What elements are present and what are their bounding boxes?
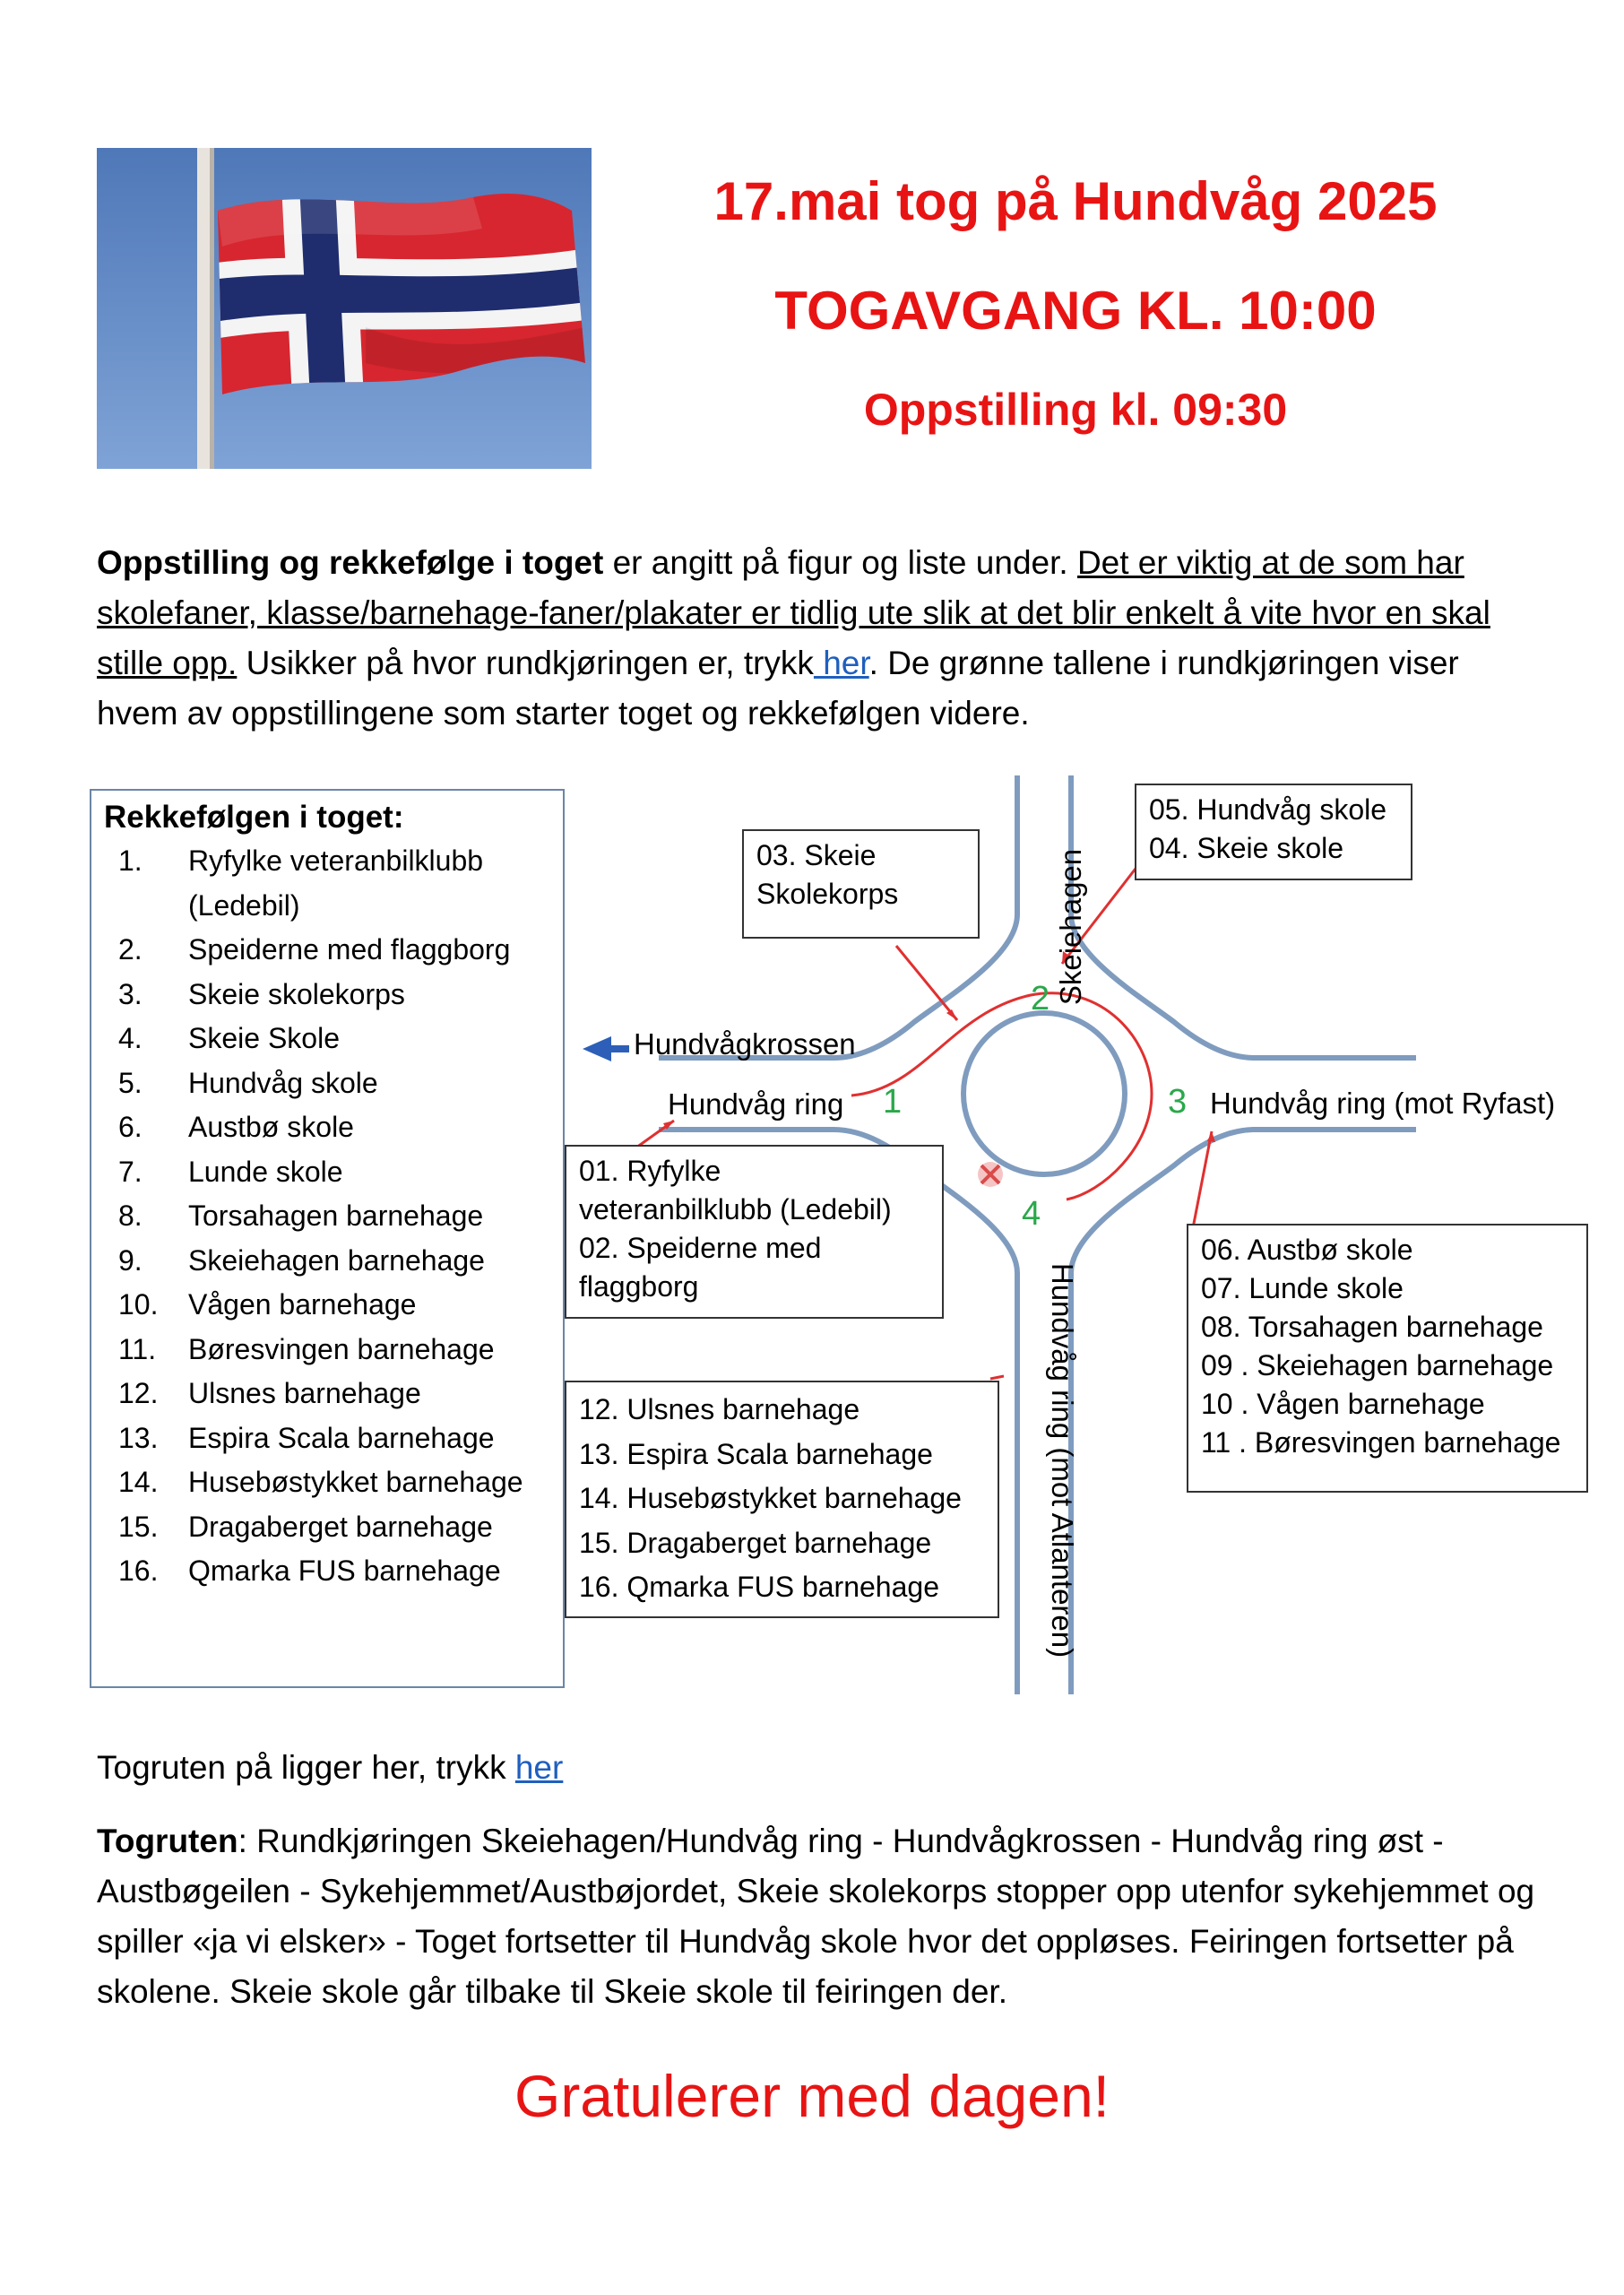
order-number: 9. — [118, 1243, 143, 1277]
order-number: 3. — [118, 977, 143, 1010]
order-name: Qmarka FUS barnehage — [188, 1555, 501, 1587]
blocked-marker — [978, 1162, 1003, 1187]
callout-line: 09 . Skeiehagen barnehage — [1201, 1349, 1554, 1381]
lineup-time: Oppstilling kl. 09:30 — [863, 385, 1288, 435]
route-label: Togruten — [97, 1823, 238, 1859]
intro-text-2: Usikker på hvor rundkjøringen er, trykk — [237, 645, 814, 681]
intro-bold: Oppstilling og rekkefølge i toget — [97, 544, 604, 581]
intro-paragraph — [97, 538, 1531, 739]
callout-line: 16. Qmarka FUS barnehage — [579, 1571, 939, 1603]
callout-line: 05. Hundvåg skole — [1149, 793, 1387, 826]
road-label-south: Hundvåg ring (mot Atlanteren) — [1046, 1262, 1079, 1658]
order-number: 11. — [118, 1332, 157, 1365]
direction-label-hundvagkrossen: Hundvågkrossen — [634, 1027, 856, 1061]
green-number-2: 2 — [1031, 980, 1050, 1018]
callout-line: 10 . Vågen barnehage — [1201, 1388, 1485, 1420]
arrow-ulsnes — [990, 1376, 1004, 1379]
callout-line: 15. Dragaberget barnehage — [579, 1526, 932, 1559]
green-number-3: 3 — [1168, 1083, 1188, 1121]
order-number: 4. — [118, 1022, 143, 1054]
callout-skoler — [1135, 784, 1412, 880]
road-label-north: Skeiehagen — [1054, 848, 1087, 1006]
order-name: Ryfylke veteranbilklubb — [188, 844, 484, 877]
west-arrow-shaft — [609, 1045, 629, 1052]
departure-time: TOGAVGANG KL. 10:00 — [774, 281, 1377, 341]
order-name: Skeiehagen barnehage — [188, 1243, 485, 1277]
norwegian-flag-image — [97, 148, 592, 469]
order-number: 13. — [118, 1421, 159, 1454]
order-name: Vågen barnehage — [188, 1288, 417, 1321]
callout-line: 01. Ryfylke — [579, 1155, 721, 1187]
order-number: 15. — [118, 1510, 159, 1543]
green-number-4: 4 — [1022, 1195, 1041, 1233]
roundabout-location-link[interactable]: her — [813, 645, 869, 681]
intro-text-3: . De grønne tallene i rundkjøringen viser hvem av oppstillingene som starter toget og rekkefølgen videre. — [97, 645, 1459, 732]
route-link-paragraph — [97, 1743, 1549, 1793]
order-number: 10. — [118, 1288, 159, 1321]
road-label-east: Hundvåg ring (mot Ryfast) — [1210, 1087, 1556, 1120]
callout-line: 13. Espira Scala barnehage — [579, 1437, 933, 1470]
order-number: 7. — [118, 1155, 143, 1188]
callout-line: 07. Lunde skole — [1201, 1272, 1404, 1304]
order-name: Skeie Skole — [188, 1022, 340, 1054]
intro-underlined-2: stille opp. — [97, 645, 238, 681]
congratulations-text: Gratulerer med dagen! — [514, 2063, 1110, 2129]
green-number-1: 1 — [883, 1083, 903, 1121]
callout-ryfylke — [565, 1145, 944, 1319]
order-list-box — [90, 789, 565, 1688]
callout-line: 06. Austbø skole — [1201, 1234, 1413, 1266]
order-list-title: Rekkefølgen i toget: — [104, 800, 404, 835]
callout-line: 03. Skeie — [756, 839, 877, 871]
order-name: Ulsnes barnehage — [188, 1377, 421, 1409]
callout-line: veteranbilklubb (Ledebil) — [579, 1193, 892, 1225]
callout-line: 12. Ulsnes barnehage — [579, 1393, 860, 1425]
route-map-link[interactable]: her — [514, 1749, 564, 1786]
order-name: Børesvingen barnehage — [188, 1332, 495, 1365]
order-name: Hundvåg skole — [188, 1066, 378, 1099]
callout-line: 04. Skeie skole — [1149, 832, 1344, 864]
order-name: Torsahagen barnehage — [188, 1199, 484, 1232]
order-number: 6. — [118, 1111, 143, 1143]
order-number: 8. — [118, 1199, 143, 1232]
page-title: 17.mai tog på Hundvåg 2025 — [713, 171, 1438, 231]
order-name: Speiderne med flaggborg — [188, 933, 511, 966]
order-name: Skeie skolekorps — [188, 977, 405, 1010]
callout-line: flaggborg — [579, 1270, 699, 1303]
order-number: 5. — [118, 1066, 143, 1099]
order-name: Espira Scala barnehage — [188, 1421, 495, 1454]
callout-austbo — [1187, 1224, 1588, 1493]
intro-text-1: er angitt på figur og liste under. — [603, 544, 1077, 581]
callout-line: 02. Speiderne med — [579, 1232, 822, 1264]
roundabout-island — [963, 1013, 1125, 1174]
order-number: 1. — [118, 844, 143, 877]
route-text: : Rundkjøringen Skeiehagen/Hundvåg ring - Hundvågkrossen - Hundvåg ring øst - Austbøgeilen - Sykehjemmet/Austbøjordet, Skeie skolekorps stopper opp utenfor sykehjemmet og spiller «ja vi elsker» - Toget fortsetter til Hundvåg skole hvor det oppløses. Feiringen fortsetter på skolene. Skeie skole går tilbake til Skeie skole til feiringen der. — [97, 1823, 1535, 2010]
callout-line: Skolekorps — [756, 878, 899, 910]
callout-ulsnes — [565, 1381, 999, 1618]
order-name: Austbø skole — [188, 1111, 354, 1143]
callout-line: 14. Husebøstykket barnehage — [579, 1482, 962, 1514]
intro-underlined-1: Det er viktig at de som har skolefaner, klasse/barnehage-faner/plakater er tidlig ute slik at det blir enkelt å vite hvor en skal — [97, 544, 1490, 631]
order-name: Dragaberget barnehage — [188, 1510, 493, 1543]
route-paragraph — [97, 1816, 1549, 2017]
order-number: 12. — [118, 1377, 159, 1409]
road-label-west: Hundvåg ring — [668, 1087, 844, 1121]
callout-line: 08. Torsahagen barnehage — [1201, 1311, 1543, 1343]
order-name: Husebøstykket barnehage — [188, 1466, 523, 1498]
order-number: 2. — [118, 933, 143, 966]
order-number: 14. — [118, 1466, 159, 1498]
order-number: 16. — [118, 1555, 159, 1587]
west-arrow-icon — [583, 1036, 611, 1061]
order-name-continued: (Ledebil) — [188, 888, 300, 922]
flag-illustration — [97, 148, 592, 469]
callout-line: 11 . Børesvingen barnehage — [1201, 1426, 1561, 1459]
arrow-skolekorps — [896, 946, 957, 1020]
order-name: Lunde skole — [188, 1155, 343, 1188]
route-link-text: Togruten på ligger her, trykk — [97, 1749, 515, 1786]
callout-skolekorps — [742, 829, 980, 939]
